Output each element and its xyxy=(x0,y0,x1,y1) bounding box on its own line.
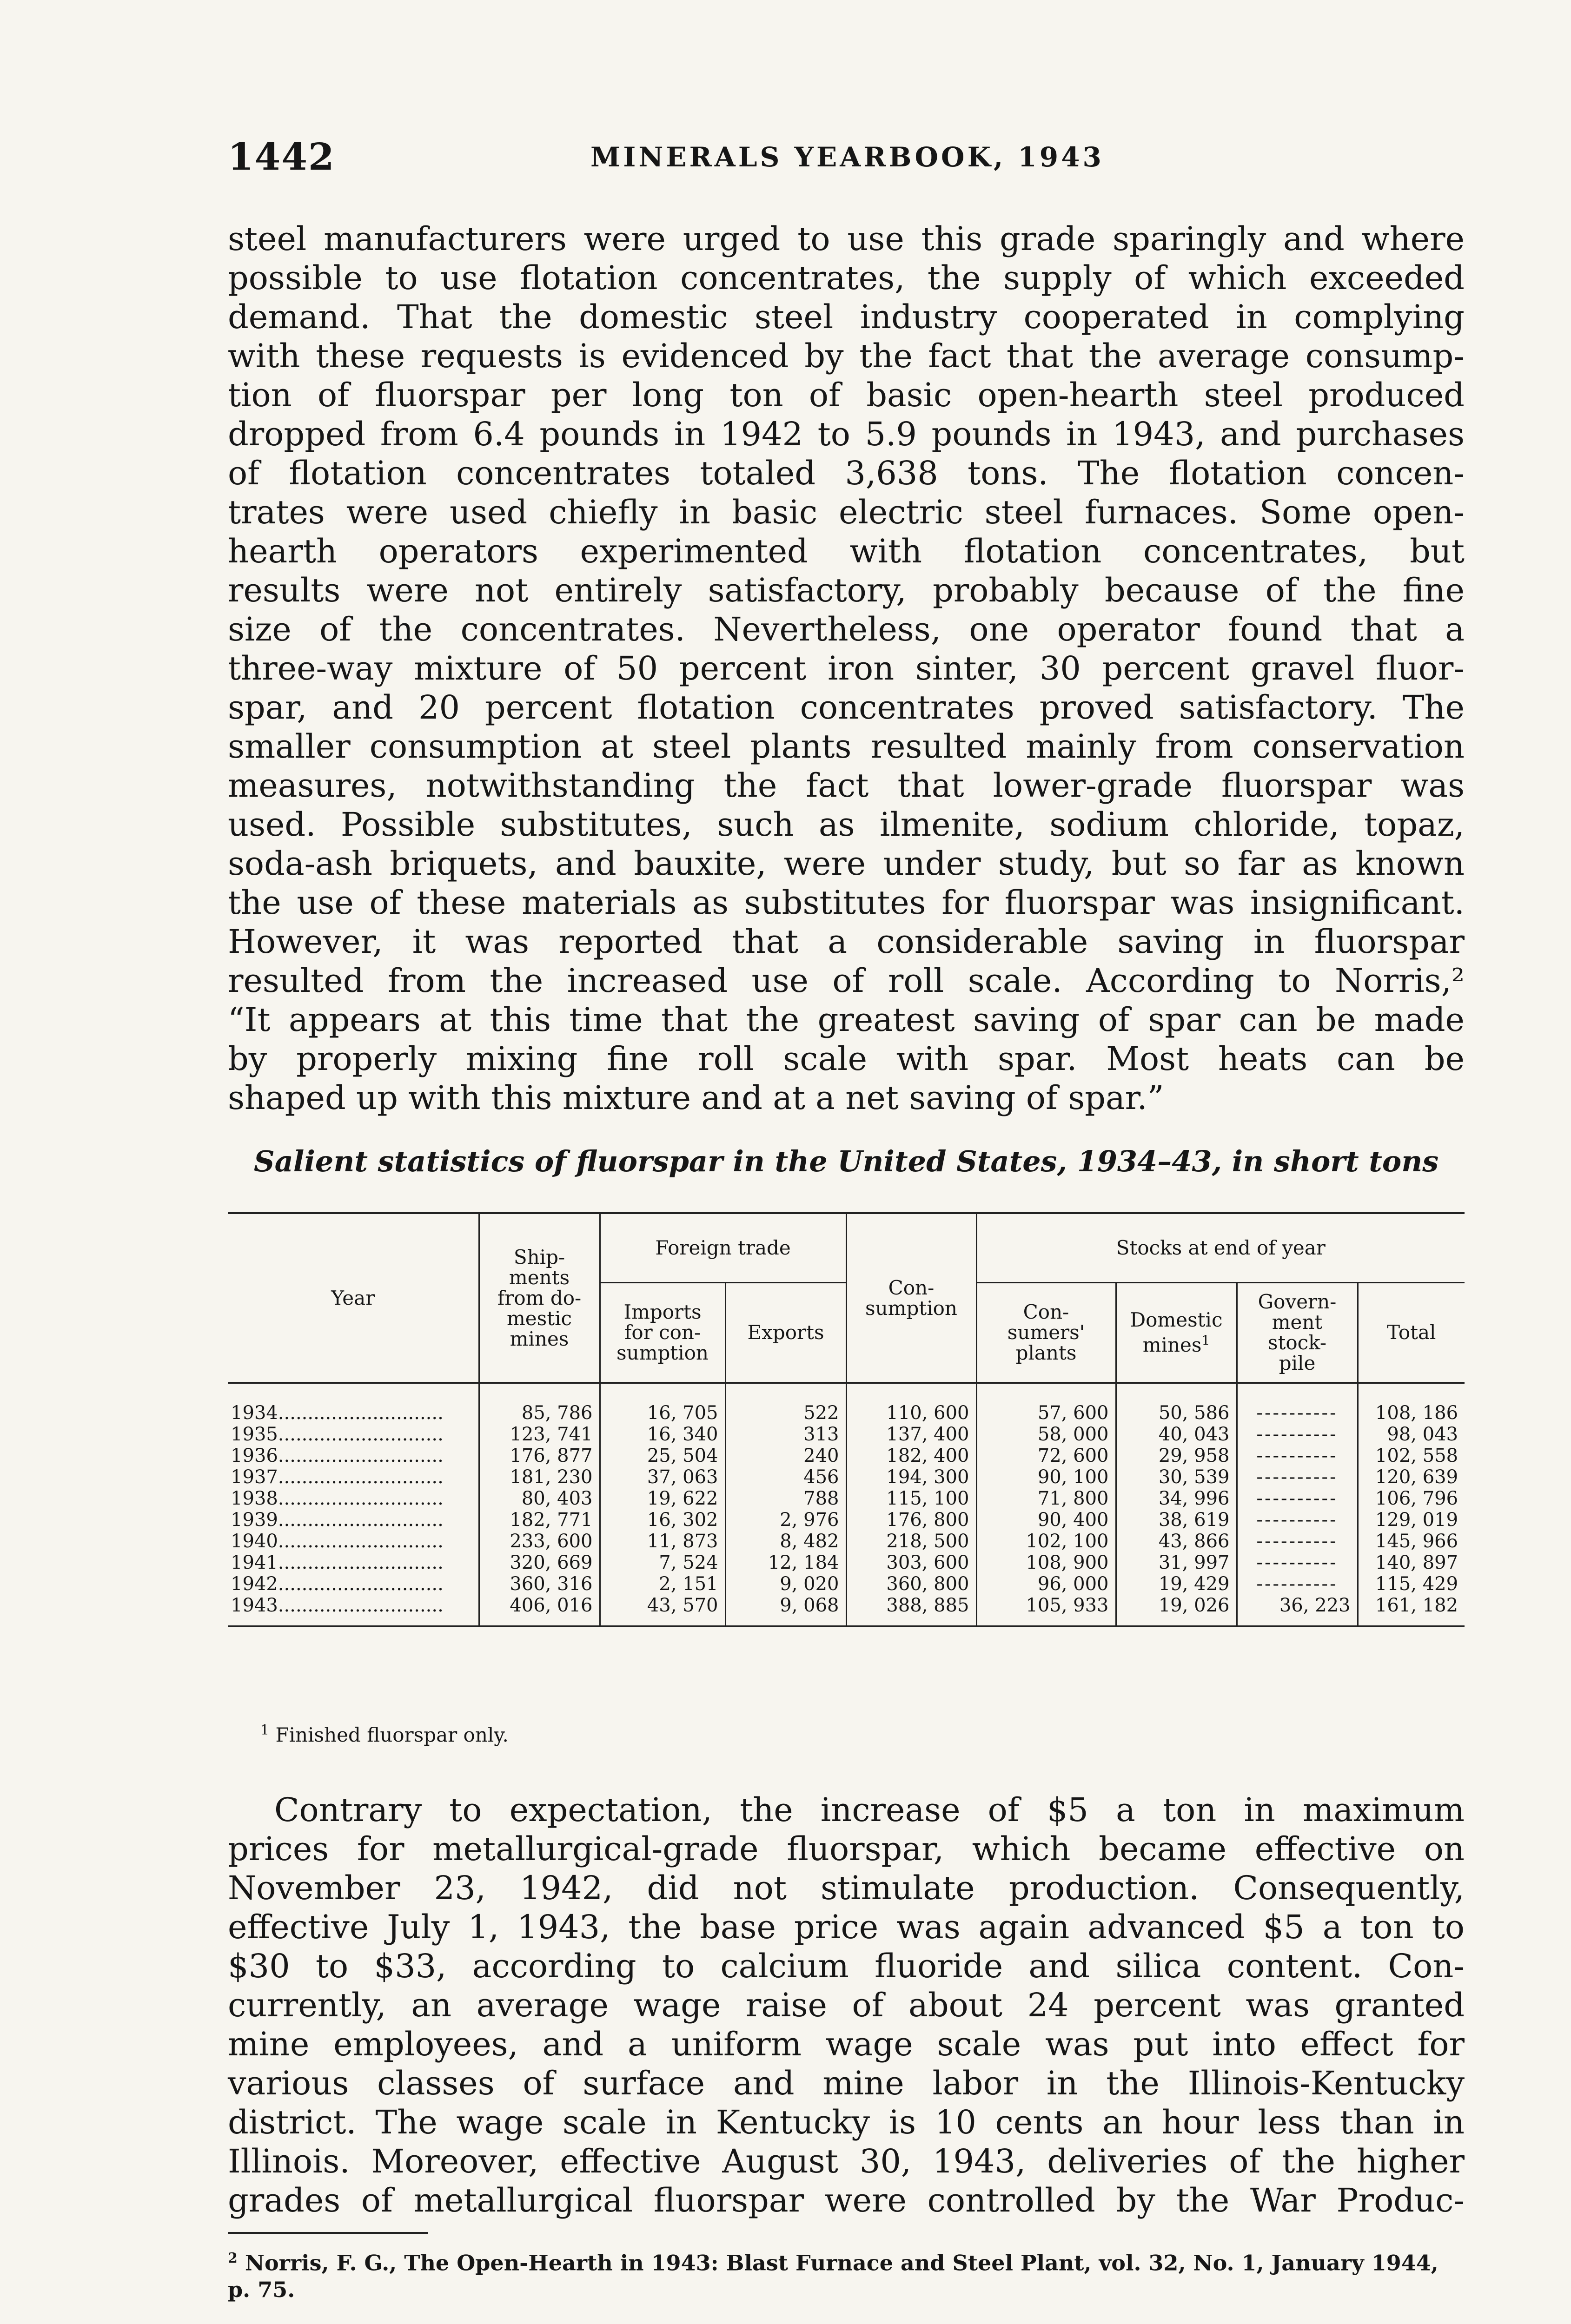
cell-shipments: 176, 877 xyxy=(479,1445,600,1466)
footnote-marker: 1 xyxy=(260,1722,270,1738)
text-line: November 23, 1942, did not stimulate production. Consequently, xyxy=(228,1869,1465,1907)
cell-total: 120, 639 xyxy=(1358,1466,1465,1488)
cell-government-stockpile: ---------- xyxy=(1237,1552,1358,1573)
cell-domestic-mines: 19, 026 xyxy=(1116,1595,1237,1626)
cell-consumers-plants: 57, 600 xyxy=(976,1383,1116,1424)
cell-domestic-mines: 30, 539 xyxy=(1116,1466,1237,1488)
cell-total: 115, 429 xyxy=(1358,1573,1465,1595)
text-line: district. The wage scale in Kentucky is 10 cents an hour less than in xyxy=(228,2103,1465,2141)
cell-consumption: 194, 300 xyxy=(846,1466,976,1488)
header-domestic-mines-label: Domestic mines xyxy=(1130,1308,1223,1356)
cell-government-stockpile: ---------- xyxy=(1237,1424,1358,1445)
text-line: possible to use flotation concentrates, the supply of which exceeded xyxy=(228,259,1465,297)
text-line: Contrary to expectation, the increase of $5 a ton in maximum xyxy=(274,1791,1465,1829)
table-caption: Salient statistics of fluorspar in the United States, 1934–43, in short tons xyxy=(253,1144,1439,1178)
text-line: smaller consumption at steel plants resulted mainly from conservation xyxy=(228,727,1465,766)
cell-imports: 11, 873 xyxy=(600,1531,725,1552)
text-line: steel manufacturers were urged to use this grade sparingly and where xyxy=(228,220,1465,258)
cell-exports: 12, 184 xyxy=(725,1552,846,1573)
year-value: 1940 xyxy=(231,1531,278,1552)
text-line: mine employees, and a uniform wage scale was put into effect for xyxy=(228,2025,1465,2063)
cell-domestic-mines: 40, 043 xyxy=(1116,1424,1237,1445)
cell-consumption: 110, 600 xyxy=(846,1383,976,1424)
cell-imports: 2, 151 xyxy=(600,1573,725,1595)
cell-shipments: 181, 230 xyxy=(479,1466,600,1488)
cell-government-stockpile: ---------- xyxy=(1237,1509,1358,1531)
text-line: effective July 1, 1943, the base price was again advanced $5 a ton to xyxy=(228,1908,1465,1946)
cell-imports: 7, 524 xyxy=(600,1552,725,1573)
table-row xyxy=(228,1445,1465,1466)
statistics-table xyxy=(228,1212,1465,1627)
table-row xyxy=(228,1466,1465,1488)
text-line: prices for metallurgical-grade fluorspar, which became effective on xyxy=(228,1830,1465,1868)
cell-year: 1937............................ xyxy=(231,1466,444,1488)
text-line: currently, an average wage raise of about 24 percent was granted xyxy=(228,1986,1465,2024)
cell-imports: 16, 340 xyxy=(600,1424,725,1445)
cell-domestic-mines: 38, 619 xyxy=(1116,1509,1237,1531)
cell-shipments: 85, 786 xyxy=(479,1383,600,1424)
text-line: of flotation concentrates totaled 3,638 tons. The flotation concen- xyxy=(228,454,1465,492)
cell-exports: 788 xyxy=(725,1488,846,1509)
header-domestic-mines xyxy=(1116,1283,1237,1383)
cell-government-stockpile: ---------- xyxy=(1237,1383,1358,1424)
cell-shipments: 320, 669 xyxy=(479,1552,600,1573)
header-imports: Imports for con- sumption xyxy=(600,1283,725,1383)
year-value: 1942 xyxy=(231,1573,278,1595)
cell-domestic-mines: 50, 586 xyxy=(1116,1383,1237,1424)
cell-domestic-mines: 34, 996 xyxy=(1116,1488,1237,1509)
header-shipments: Ship- ments from do- mestic mines xyxy=(479,1213,600,1383)
cell-consumers-plants: 102, 100 xyxy=(976,1531,1116,1552)
text-line: various classes of surface and mine labor in the Illinois-Kentucky xyxy=(228,2064,1465,2102)
table-footnote xyxy=(260,1722,509,1746)
cell-shipments: 406, 016 xyxy=(479,1595,600,1626)
cell-total: 102, 558 xyxy=(1358,1445,1465,1466)
cell-year: 1943............................ xyxy=(228,1595,479,1626)
cell-exports: 522 xyxy=(725,1383,846,1424)
cell-consumers-plants: 105, 933 xyxy=(976,1595,1116,1626)
cell-imports: 16, 705 xyxy=(600,1383,725,1424)
text-line: demand. That the domestic steel industry cooperated in complying xyxy=(228,298,1465,336)
footnote-divider xyxy=(228,2232,428,2234)
cell-consumption: 388, 885 xyxy=(846,1595,976,1626)
cell-consumers-plants: 71, 800 xyxy=(976,1488,1116,1509)
table-row xyxy=(228,1509,1465,1531)
page-header xyxy=(228,135,1465,181)
text-line: shaped up with this mixture and at a net saving of spar.” xyxy=(228,1079,1164,1117)
year-value: 1934 xyxy=(231,1402,278,1424)
cell-imports: 19, 622 xyxy=(600,1488,725,1509)
year-value: 1936 xyxy=(231,1445,278,1466)
cell-consumption: 218, 500 xyxy=(846,1531,976,1552)
text-line: size of the concentrates. Nevertheless, one operator found that a xyxy=(228,610,1465,648)
year-value: 1943 xyxy=(231,1595,278,1616)
year-value: 1939 xyxy=(231,1509,278,1531)
cell-shipments: 233, 600 xyxy=(479,1531,600,1552)
cell-government-stockpile: ---------- xyxy=(1237,1531,1358,1552)
header-exports: Exports xyxy=(725,1283,846,1383)
cell-total: 129, 019 xyxy=(1358,1509,1465,1531)
text-line: “It appears at this time that the greatest saving of spar can be made xyxy=(228,1001,1465,1039)
table-footnote-text: Finished fluorspar only. xyxy=(275,1723,509,1746)
paragraph-2 xyxy=(228,1790,1465,2220)
cell-exports: 240 xyxy=(725,1445,846,1466)
cell-exports: 456 xyxy=(725,1466,846,1488)
header-year: Year xyxy=(228,1213,479,1383)
cell-year: 1936............................ xyxy=(231,1445,444,1466)
cell-total: 140, 897 xyxy=(1358,1552,1465,1573)
year-value: 1937 xyxy=(231,1466,278,1488)
cell-exports: 9, 020 xyxy=(725,1573,846,1595)
cell-exports: 313 xyxy=(725,1424,846,1445)
cell-exports: 8, 482 xyxy=(725,1531,846,1552)
cell-shipments: 80, 403 xyxy=(479,1488,600,1509)
cell-imports: 16, 302 xyxy=(600,1509,725,1531)
cell-government-stockpile: 36, 223 xyxy=(1237,1595,1358,1626)
cell-domestic-mines: 43, 866 xyxy=(1116,1531,1237,1552)
text-line: soda-ash briquets, and bauxite, were under study, but so far as known xyxy=(228,845,1465,883)
text-line: $30 to $33, according to calcium fluoride and silica content. Con- xyxy=(228,1947,1465,1985)
text-line: results were not entirely satisfactory, probably because of the fine xyxy=(228,571,1465,609)
footnote-marker: 2 xyxy=(228,2250,238,2266)
cell-consumption: 182, 400 xyxy=(846,1445,976,1466)
text-line: hearth operators experimented with flotation concentrates, but xyxy=(228,532,1465,570)
text-line: with these requests is evidenced by the fact that the average consump- xyxy=(228,337,1465,375)
cell-consumers-plants: 90, 400 xyxy=(976,1509,1116,1531)
text-line: tion of fluorspar per long ton of basic open-hearth steel produced xyxy=(228,376,1465,414)
cell-year: 1934............................ xyxy=(231,1402,444,1424)
paragraph-1 xyxy=(228,219,1465,1117)
cell-consumption: 137, 400 xyxy=(846,1424,976,1445)
cell-consumption: 360, 800 xyxy=(846,1573,976,1595)
text-line: Illinois. Moreover, effective August 30, 1943, deliveries of the higher xyxy=(228,2142,1465,2180)
table-row xyxy=(228,1488,1465,1509)
text-line: used. Possible substitutes, such as ilmenite, sodium chloride, topaz, xyxy=(228,805,1465,844)
footnote-marker: 1 xyxy=(1201,1333,1210,1348)
text-line: measures, notwithstanding the fact that lower-grade fluorspar was xyxy=(228,766,1465,805)
cell-exports: 9, 068 xyxy=(725,1595,846,1626)
cell-year: 1939............................ xyxy=(231,1509,444,1531)
cell-total: 161, 182 xyxy=(1358,1595,1465,1626)
cell-government-stockpile: ---------- xyxy=(1237,1488,1358,1509)
table-row xyxy=(228,1383,1465,1424)
header-total: Total xyxy=(1358,1283,1465,1383)
text-line: grades of metallurgical fluorspar were controlled by the War Produc- xyxy=(228,2181,1465,2219)
cell-total: 108, 186 xyxy=(1358,1383,1465,1424)
text-line: trates were used chiefly in basic electric steel furnaces. Some open- xyxy=(228,493,1465,531)
table-row xyxy=(228,1424,1465,1445)
cell-consumers-plants: 72, 600 xyxy=(976,1445,1116,1466)
cell-total: 106, 796 xyxy=(1358,1488,1465,1509)
year-value: 1938 xyxy=(231,1488,278,1509)
header-stocks: Stocks at end of year xyxy=(976,1213,1465,1283)
text-line: by properly mixing fine roll scale with spar. Most heats can be xyxy=(228,1040,1465,1078)
footnote-line xyxy=(228,2245,1465,2276)
header-government-stockpile: Govern- ment stock- pile xyxy=(1237,1283,1358,1383)
cell-government-stockpile: ---------- xyxy=(1237,1445,1358,1466)
cell-exports: 2, 976 xyxy=(725,1509,846,1531)
text-line: dropped from 6.4 pounds in 1942 to 5.9 pounds in 1943, and purchases xyxy=(228,415,1465,453)
text-line: the use of these materials as substitutes for fluorspar was insignificant. xyxy=(228,884,1465,922)
table-row xyxy=(228,1595,1465,1626)
text-line: resulted from the increased use of roll scale. According to Norris,² xyxy=(228,962,1465,1000)
cell-year: 1938............................ xyxy=(231,1488,444,1509)
cell-consumers-plants: 108, 900 xyxy=(976,1552,1116,1573)
cell-consumption: 303, 600 xyxy=(846,1552,976,1573)
page-footnote xyxy=(228,2245,1465,2303)
cell-imports: 43, 570 xyxy=(600,1595,725,1626)
cell-total: 98, 043 xyxy=(1358,1424,1465,1445)
cell-government-stockpile: ---------- xyxy=(1237,1466,1358,1488)
cell-consumers-plants: 90, 100 xyxy=(976,1466,1116,1488)
cell-year: 1941............................ xyxy=(231,1552,444,1573)
cell-government-stockpile: ---------- xyxy=(1237,1573,1358,1595)
text-line: spar, and 20 percent flotation concentrates proved satisfactory. The xyxy=(228,688,1465,726)
table-row xyxy=(228,1573,1465,1595)
footnote-line: p. 75. xyxy=(228,2277,295,2303)
cell-total: 145, 966 xyxy=(1358,1531,1465,1552)
table-row xyxy=(228,1552,1465,1573)
cell-domestic-mines: 31, 997 xyxy=(1116,1552,1237,1573)
text-line: three-way mixture of 50 percent iron sinter, 30 percent gravel fluor- xyxy=(228,649,1465,687)
cell-year: 1942............................ xyxy=(231,1573,444,1595)
cell-shipments: 123, 741 xyxy=(479,1424,600,1445)
cell-imports: 25, 504 xyxy=(600,1445,725,1466)
cell-imports: 37, 063 xyxy=(600,1466,725,1488)
year-value: 1935 xyxy=(231,1424,278,1445)
cell-year: 1935............................ xyxy=(231,1424,444,1445)
running-title: MINERALS YEARBOOK, 1943 xyxy=(590,141,1104,173)
footnote-text: Norris, F. G., The Open-Hearth in 1943: Blast Furnace and Steel Plant, vol. 32, No. 1, January 1944, xyxy=(245,2250,1438,2276)
cell-consumption: 115, 100 xyxy=(846,1488,976,1509)
cell-consumers-plants: 58, 000 xyxy=(976,1424,1116,1445)
table-row xyxy=(228,1531,1465,1552)
cell-domestic-mines: 19, 429 xyxy=(1116,1573,1237,1595)
text-line: However, it was reported that a considerable saving in fluorspar xyxy=(228,923,1465,961)
cell-year: 1940............................ xyxy=(231,1531,444,1552)
cell-shipments: 360, 316 xyxy=(479,1573,600,1595)
header-foreign-trade: Foreign trade xyxy=(600,1213,846,1283)
header-consumption: Con- sumption xyxy=(846,1213,976,1383)
cell-consumption: 176, 800 xyxy=(846,1509,976,1531)
year-value: 1941 xyxy=(231,1552,278,1573)
cell-shipments: 182, 771 xyxy=(479,1509,600,1531)
header-consumers-plants: Con- sumers' plants xyxy=(976,1283,1116,1383)
cell-consumers-plants: 96, 000 xyxy=(976,1573,1116,1595)
cell-domestic-mines: 29, 958 xyxy=(1116,1445,1237,1466)
page-number: 1442 xyxy=(228,135,335,178)
